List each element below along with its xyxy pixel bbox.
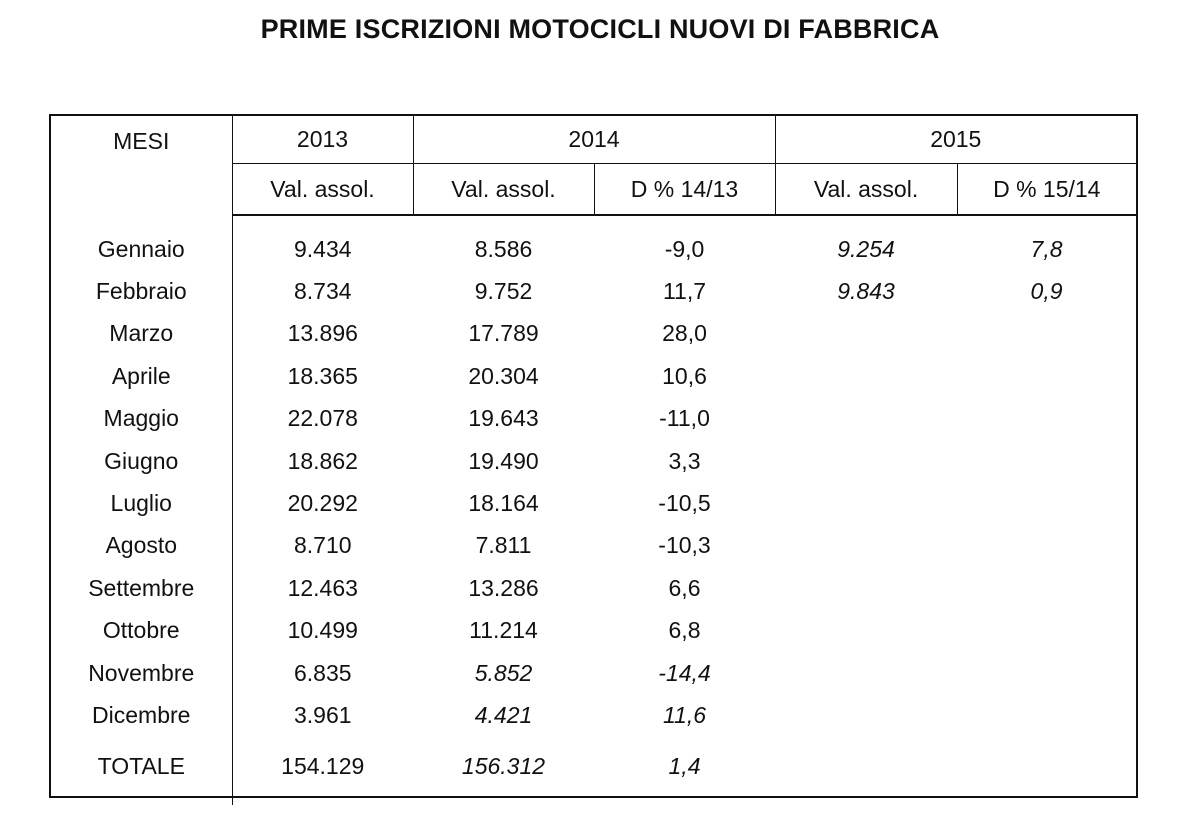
header-val-assol-2013: Val. assol. <box>232 164 413 216</box>
value-2014-cell: 19.643 <box>468 405 539 432</box>
delta-14-13-cell: 6,6 <box>668 574 701 601</box>
table-row <box>51 567 1136 609</box>
delta-14-13-cell: 3,3 <box>668 447 701 474</box>
total-delta-15-14-cell <box>957 737 1136 797</box>
header-year-2014: 2014 <box>413 116 775 164</box>
header-delta-15-14: D % 15/14 <box>957 164 1136 216</box>
value-2013-cell: 13.896 <box>287 320 358 347</box>
table-row <box>51 398 1136 440</box>
delta-14-13-cell: -10,3 <box>658 532 711 559</box>
total-row <box>51 737 1136 797</box>
month-cell: Ottobre <box>51 610 232 652</box>
value-2014-cell: 5.852 <box>474 659 533 686</box>
month-cell: Marzo <box>51 313 232 355</box>
delta-15-14-cell <box>957 482 1136 524</box>
header-mesi: MESI <box>51 116 232 215</box>
table-row <box>51 355 1136 397</box>
value-2015-cell <box>775 313 957 355</box>
delta-15-14-cell <box>957 567 1136 609</box>
month-cell: Febbraio <box>51 270 232 312</box>
delta-15-14-cell <box>957 652 1136 694</box>
delta-14-13-cell: -10,5 <box>658 490 711 517</box>
value-2014-cell: 19.490 <box>468 447 539 474</box>
month-cell: Settembre <box>51 567 232 609</box>
month-cell: Dicembre <box>51 694 232 736</box>
value-2013-cell: 8.734 <box>293 278 352 305</box>
registrations-table <box>51 116 1136 805</box>
value-2015-cell: 9.254 <box>837 235 895 262</box>
header-val-assol-2014: Val. assol. <box>413 164 594 216</box>
value-2013-cell: 18.365 <box>287 362 358 389</box>
header-delta-14-13: D % 14/13 <box>594 164 775 216</box>
value-2014-cell: 4.421 <box>474 701 533 728</box>
value-2013-cell: 8.710 <box>293 532 352 559</box>
value-2014-cell: 18.164 <box>468 490 539 517</box>
value-2014-cell: 13.286 <box>468 574 539 601</box>
table-row <box>51 270 1136 312</box>
table-row <box>51 610 1136 652</box>
value-2013-cell: 9.434 <box>293 235 352 262</box>
delta-14-13-cell: 11,6 <box>662 701 707 728</box>
value-2015-cell <box>775 440 957 482</box>
value-2015-cell <box>775 398 957 440</box>
delta-14-13-cell: 10,6 <box>662 362 707 389</box>
delta-14-13-cell: 28,0 <box>662 320 707 347</box>
total-delta-14-13-cell: 1,4 <box>668 753 701 780</box>
delta-15-14-cell <box>957 398 1136 440</box>
table-row <box>51 313 1136 355</box>
value-2014-cell: 20.304 <box>468 362 539 389</box>
month-cell: Gennaio <box>51 228 232 270</box>
delta-15-14-cell: 0,9 <box>1030 278 1063 305</box>
value-2014-cell: 9.752 <box>474 278 533 305</box>
delta-14-13-cell: -9,0 <box>664 235 705 262</box>
total-2015-cell <box>775 737 957 797</box>
value-2015-cell <box>775 694 957 736</box>
header-val-assol-2015: Val. assol. <box>775 164 957 216</box>
month-cell: Agosto <box>51 525 232 567</box>
total-label-cell: TOTALE <box>51 737 232 797</box>
value-2013-cell: 6.835 <box>293 659 352 686</box>
value-2015-cell <box>775 610 957 652</box>
delta-15-14-cell <box>957 440 1136 482</box>
table-row <box>51 525 1136 567</box>
header-year-2013: 2013 <box>232 116 413 164</box>
table-row <box>51 440 1136 482</box>
value-2013-cell: 20.292 <box>287 490 358 517</box>
value-2015-cell <box>775 355 957 397</box>
delta-14-13-cell: 11,7 <box>662 278 707 305</box>
total-2013-cell: 154.129 <box>281 753 365 780</box>
value-2014-cell: 8.586 <box>474 235 533 262</box>
value-2014-cell: 11.214 <box>469 617 538 644</box>
total-2014-cell: 156.312 <box>461 753 546 780</box>
value-2014-cell: 7.811 <box>475 532 532 559</box>
value-2015-cell: 9.843 <box>837 278 895 305</box>
delta-15-14-cell <box>957 525 1136 567</box>
value-2013-cell: 12.463 <box>287 574 358 601</box>
value-2013-cell: 22.078 <box>287 405 358 432</box>
page-title: PRIME ISCRIZIONI MOTOCICLI NUOVI DI FABBRICA <box>260 14 940 44</box>
delta-15-14-cell <box>957 313 1136 355</box>
delta-14-13-cell: -14,4 <box>658 659 711 686</box>
delta-15-14-cell <box>957 694 1136 736</box>
delta-15-14-cell <box>957 610 1136 652</box>
delta-14-13-cell: 6,8 <box>668 617 701 644</box>
month-cell: Maggio <box>51 398 232 440</box>
data-table-frame <box>49 114 1138 798</box>
table-row <box>51 652 1136 694</box>
table-row <box>51 228 1136 270</box>
value-2014-cell: 17.789 <box>468 320 539 347</box>
month-cell: Aprile <box>51 355 232 397</box>
delta-15-14-cell <box>957 355 1136 397</box>
value-2013-cell: 10.499 <box>287 617 358 644</box>
month-cell: Luglio <box>51 482 232 524</box>
table-row <box>51 694 1136 736</box>
table-row <box>51 482 1136 524</box>
value-2013-cell: 18.862 <box>287 447 358 474</box>
delta-14-13-cell: -11,0 <box>659 405 710 432</box>
value-2015-cell <box>775 567 957 609</box>
value-2015-cell <box>775 482 957 524</box>
month-cell: Novembre <box>51 652 232 694</box>
delta-15-14-cell: 7,8 <box>1030 235 1063 262</box>
header-year-2015: 2015 <box>775 116 1136 164</box>
value-2013-cell: 3.961 <box>293 701 352 728</box>
month-cell: Giugno <box>51 440 232 482</box>
value-2015-cell <box>775 525 957 567</box>
value-2015-cell <box>775 652 957 694</box>
